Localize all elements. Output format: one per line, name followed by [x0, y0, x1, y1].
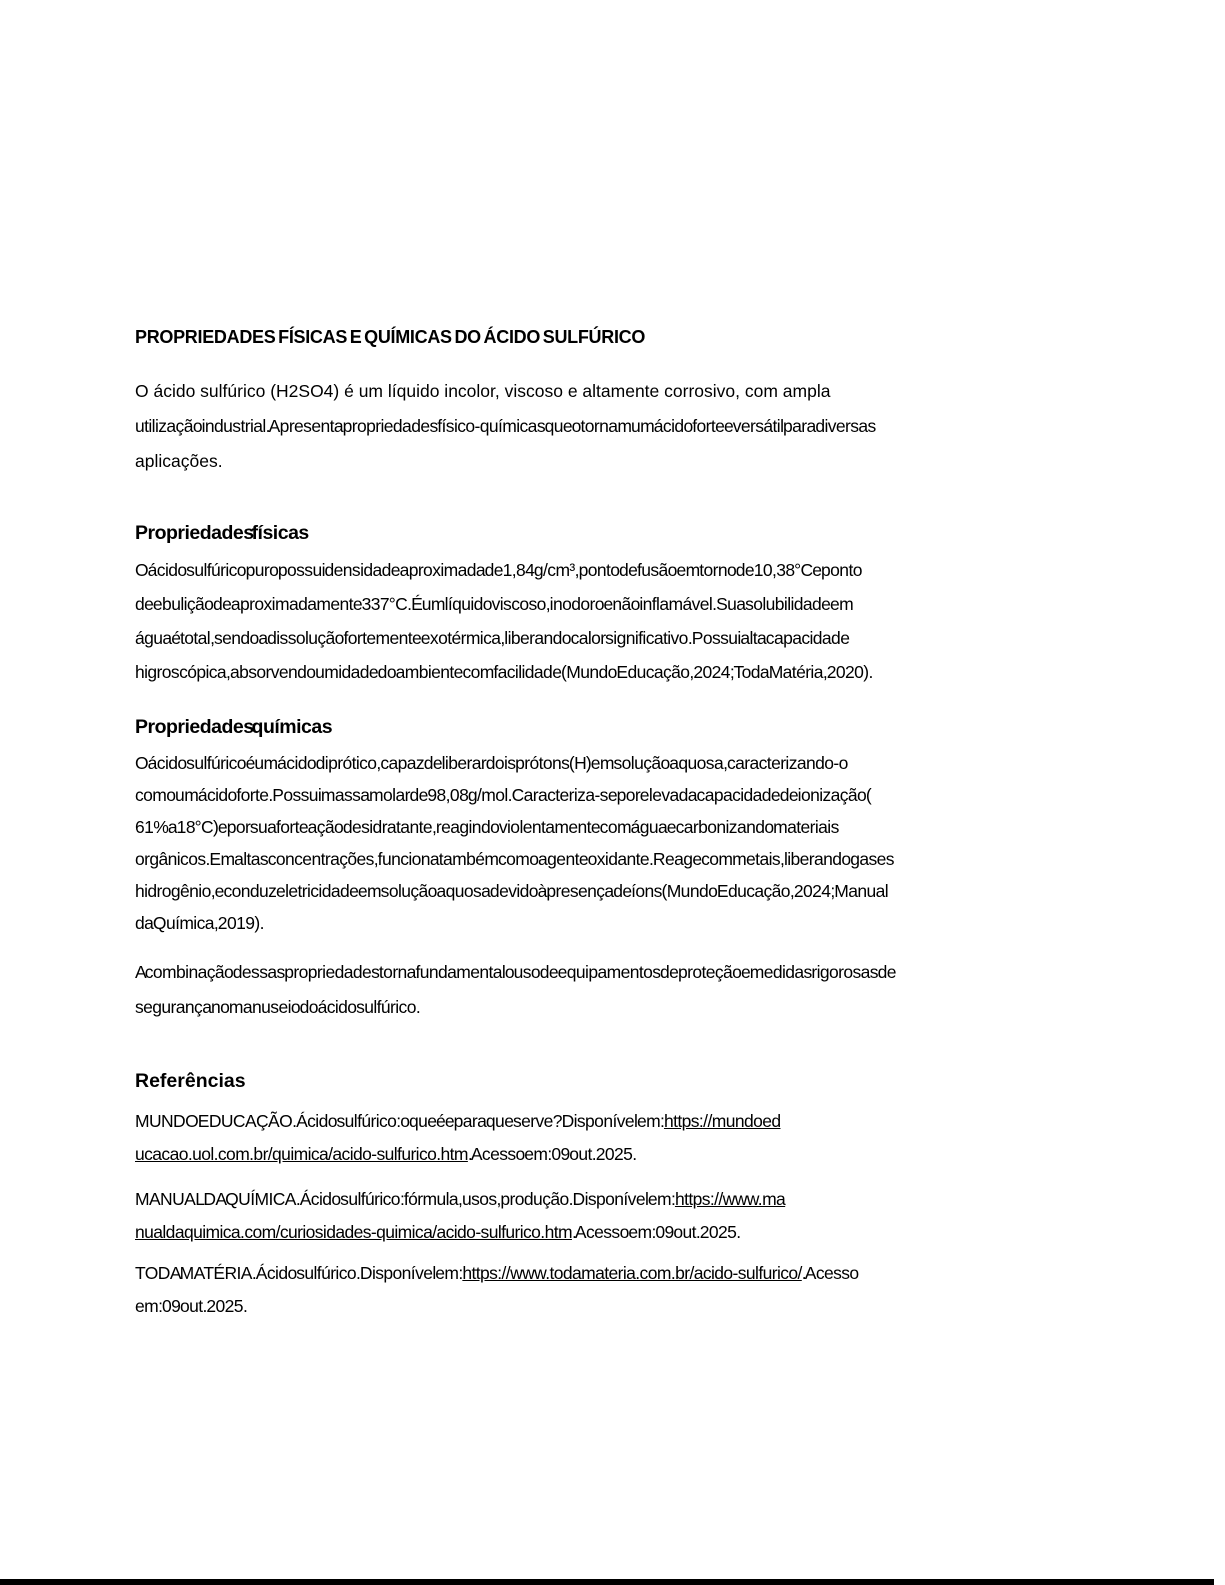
paragraph	[135, 374, 1093, 479]
text-segment: de ebulição de aproximadamente 337 °C. É um líquido viscoso, inodoro e não inflamável. Sua solubilidade em	[135, 594, 854, 614]
page-divider	[0, 1579, 1214, 1585]
section-heading: Propriedades físicas	[135, 522, 309, 544]
text-segment: da Química, 2019).	[135, 913, 264, 933]
text-line	[135, 621, 1093, 655]
text-segment: O ácido sulfúrico puro possui densidade aproximada de 1,84 g/cm³, ponto de fusão em torno de 10,38 °C e ponto	[135, 560, 862, 580]
text-line	[135, 655, 1093, 689]
text-line	[135, 1138, 1093, 1171]
text-segment: O ácido sulfúrico é um ácido diprótico, capaz de liberar dois prótons (H ) em solução aquosa, caracterizando-o	[135, 753, 848, 773]
text-line	[135, 374, 1093, 409]
paragraph	[135, 553, 1093, 689]
text-line	[135, 587, 1093, 621]
hyperlink[interactable]: nualdaquimica.com/curiosidades-quimica/acido-sulfurico.htm	[135, 1222, 572, 1242]
text-line	[135, 1257, 1093, 1290]
text-line	[135, 955, 1093, 990]
hyperlink[interactable]: ucacao.uol.com.br/quimica/acido-sulfurico.htm	[135, 1144, 468, 1164]
text-segment: . Acesso em: 09 out. 2025.	[467, 1144, 637, 1164]
hyperlink[interactable]: https://www.todamateria.com.br/acido-sulfurico/	[462, 1263, 802, 1283]
text-segment: aplicações.	[135, 451, 223, 471]
text-line	[135, 444, 1093, 479]
text-line	[135, 990, 1093, 1025]
text-line	[135, 907, 1093, 939]
text-segment: como um ácido forte. Possui massa molar de 98,08 g/mol. Caracteriza-se por elevada capacidade de ionização (	[135, 785, 872, 805]
text-line	[135, 1216, 1093, 1249]
reference-entry	[135, 1105, 1093, 1171]
text-line	[135, 747, 1093, 779]
text-segment: higroscópica, absorvendo umidade do ambiente com facilidade (Mundo Educação, 2024; Toda Matéria, 2020).	[135, 662, 873, 682]
hyperlink[interactable]: https://mundoed	[663, 1111, 781, 1131]
hyperlink[interactable]: https://www.ma	[674, 1189, 786, 1209]
document-page	[135, 326, 1093, 1323]
text-line	[135, 409, 1093, 444]
section-heading: Propriedades químicas	[135, 716, 333, 738]
text-line	[135, 875, 1093, 907]
text-segment: MUNDO EDUCAÇÃO. Ácido sulfúrico: o que é e para que serve? Disponível em:	[135, 1111, 664, 1131]
text-segment: segurança no manuseio do ácido sulfúrico.	[135, 997, 421, 1017]
text-segment: em: 09 out. 2025.	[135, 1296, 248, 1316]
text-line	[135, 779, 1093, 811]
text-line	[135, 1290, 1093, 1323]
text-segment: O ácido sulfúrico (H2SO4) é um líquido incolor, viscoso e altamente corrosivo, com ampla	[135, 381, 831, 401]
text-segment: MANUAL DA QUÍMICA. Ácido sulfúrico: fórmula, usos, produção. Disponível em:	[135, 1189, 675, 1209]
paragraph	[135, 747, 1093, 939]
paragraph	[135, 955, 1093, 1025]
document-title: PROPRIEDADES FÍSICAS E QUÍMICAS DO ÁCIDO SULFÚRICO	[135, 327, 646, 347]
text-segment: hidrogênio, e conduz eletricidade em solução aquosa devido à presença de íons (Mundo Educação, 2024; Manual	[135, 881, 889, 901]
text-segment: utilização industrial. Apresenta propriedades físico-químicas que o tornam um ácido forte e versátil para diversas	[135, 416, 876, 436]
text-segment: A combinação dessas propriedades torna fundamental o uso de equipamentos de proteção e medidas rigorosas de	[135, 962, 896, 982]
text-segment: 61% a 18 °C) e por sua forte ação desidratante, reagindo violentamente com água e carbonizando materiais	[135, 817, 839, 837]
text-line	[135, 843, 1093, 875]
text-segment: TODA MATÉRIA. Ácido sulfúrico. Disponível em:	[135, 1263, 463, 1283]
text-segment: orgânicos. Em altas concentrações, funciona também como agente oxidante. Reage com metais, liberando gases	[135, 849, 894, 869]
section-heading: Referências	[135, 1070, 246, 1092]
text-segment: . Acesso	[801, 1263, 859, 1283]
text-segment: água é total, sendo a dissolução fortemente exotérmica, liberando calor significativo. Possui alta capacidade	[135, 628, 850, 648]
text-line	[135, 1105, 1093, 1138]
reference-entry	[135, 1183, 1093, 1249]
reference-entry	[135, 1257, 1093, 1323]
text-line	[135, 553, 1093, 587]
text-line	[135, 1183, 1093, 1216]
text-segment: . Acesso em: 09 out. 2025.	[571, 1222, 741, 1242]
text-line	[135, 811, 1093, 843]
